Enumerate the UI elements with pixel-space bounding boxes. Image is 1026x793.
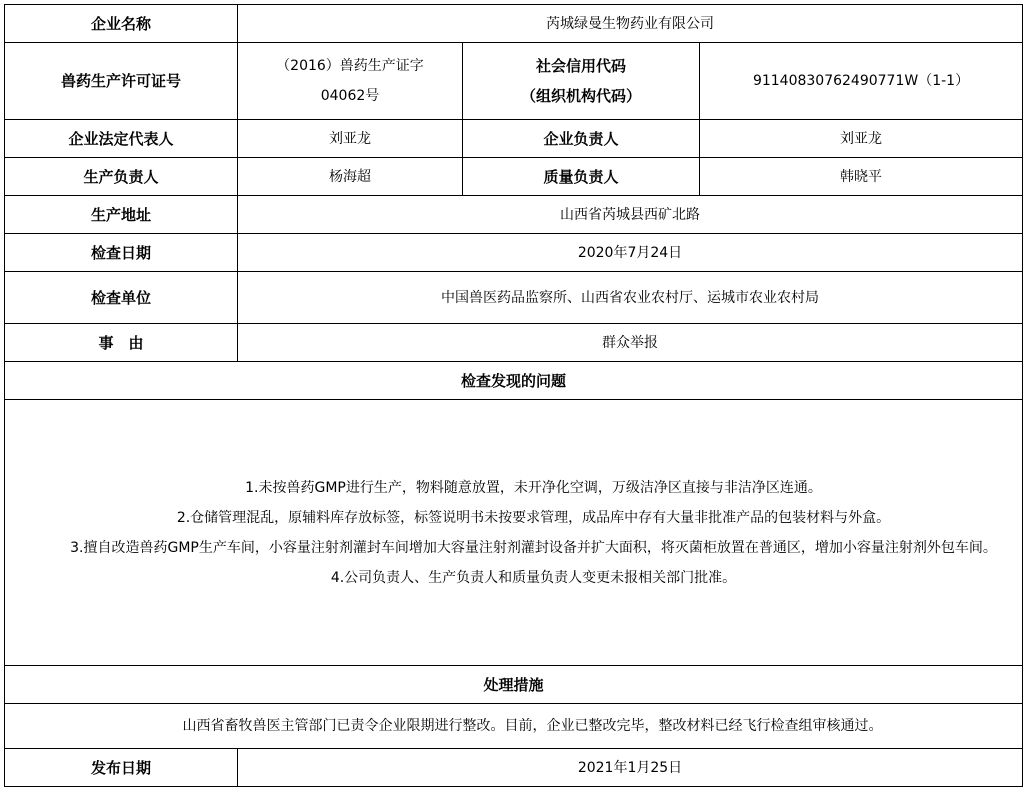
inspection-date-label: 检查日期	[5, 234, 238, 272]
production-head-label: 生产负责人	[5, 158, 238, 196]
problem-item-2: 2.仓储管理混乱，原辅料库存放标签，标签说明书未按要求管理，成品库中存有大量非批准产品的包装材料与外盒。	[176, 509, 891, 526]
license-value-line2: 04062号	[320, 88, 380, 104]
inspection-date-value: 2020年7月24日	[238, 234, 1023, 272]
publish-date-value: 2021年1月25日	[238, 749, 1023, 787]
enterprise-head-value: 刘亚龙	[700, 120, 1023, 158]
reason-value: 群众举报	[238, 324, 1023, 362]
license-value-line1: （2016）兽药生产证字	[276, 58, 424, 74]
measures-title: 处理措施	[5, 666, 1023, 704]
row-address	[5, 196, 1023, 234]
row-measures	[5, 704, 1023, 749]
legal-rep-label: 企业法定代表人	[5, 120, 238, 158]
inspection-unit-label: 检查单位	[5, 272, 238, 324]
row-problems	[5, 400, 1023, 666]
row-inspection-date	[5, 234, 1023, 272]
reason-label: 事 由	[5, 324, 238, 362]
enterprise-name-value: 芮城绿曼生物药业有限公司	[238, 5, 1023, 43]
enterprise-head-label: 企业负责人	[463, 120, 700, 158]
row-license	[5, 43, 1023, 120]
row-enterprise-name	[5, 5, 1023, 43]
credit-code-label-line1: 社会信用代码	[535, 57, 626, 75]
row-legal-rep	[5, 120, 1023, 158]
inspection-report-table	[4, 4, 1023, 787]
problem-item-4: 4.公司负责人、生产负责人和质量负责人变更未报相关部门批准。	[330, 569, 737, 586]
credit-code-value: 91140830762490771W（1-1）	[700, 43, 1023, 120]
enterprise-name-label: 企业名称	[5, 5, 238, 43]
row-measures-title	[5, 666, 1023, 704]
publish-date-label: 发布日期	[5, 749, 238, 787]
row-publish-date	[5, 749, 1023, 787]
license-label: 兽药生产许可证号	[5, 43, 238, 120]
quality-head-label: 质量负责人	[463, 158, 700, 196]
problem-item-1: 1.未按兽药GMP进行生产，物料随意放置，未开净化空调，万级洁净区直接与非洁净区连通。	[245, 479, 822, 496]
address-label: 生产地址	[5, 196, 238, 234]
row-problems-title	[5, 362, 1023, 400]
problem-item-3: 3.擅自改造兽药GMP生产车间，小容量注射剂灌封车间增加大容量注射剂灌封设备并扩大面积，将灭菌柜放置在普通区，增加小容量注射剂外包车间。	[70, 539, 997, 556]
license-value	[238, 43, 463, 120]
credit-code-label	[463, 43, 700, 120]
inspection-unit-value: 中国兽医药品监察所、山西省农业农村厅、运城市农业农村局	[238, 272, 1023, 324]
row-reason	[5, 324, 1023, 362]
row-production-head	[5, 158, 1023, 196]
measures-text: 山西省畜牧兽医主管部门已责令企业限期进行整改。目前，企业已整改完毕，整改材料已经飞行检查组审核通过。	[5, 704, 1023, 749]
legal-rep-value: 刘亚龙	[238, 120, 463, 158]
address-value: 山西省芮城县西矿北路	[238, 196, 1023, 234]
problems-title: 检查发现的问题	[5, 362, 1023, 400]
credit-code-label-line2: （组织机构代码）	[520, 87, 641, 105]
quality-head-value: 韩晓平	[700, 158, 1023, 196]
problems-list	[5, 400, 1023, 666]
production-head-value: 杨海超	[238, 158, 463, 196]
row-inspection-unit	[5, 272, 1023, 324]
